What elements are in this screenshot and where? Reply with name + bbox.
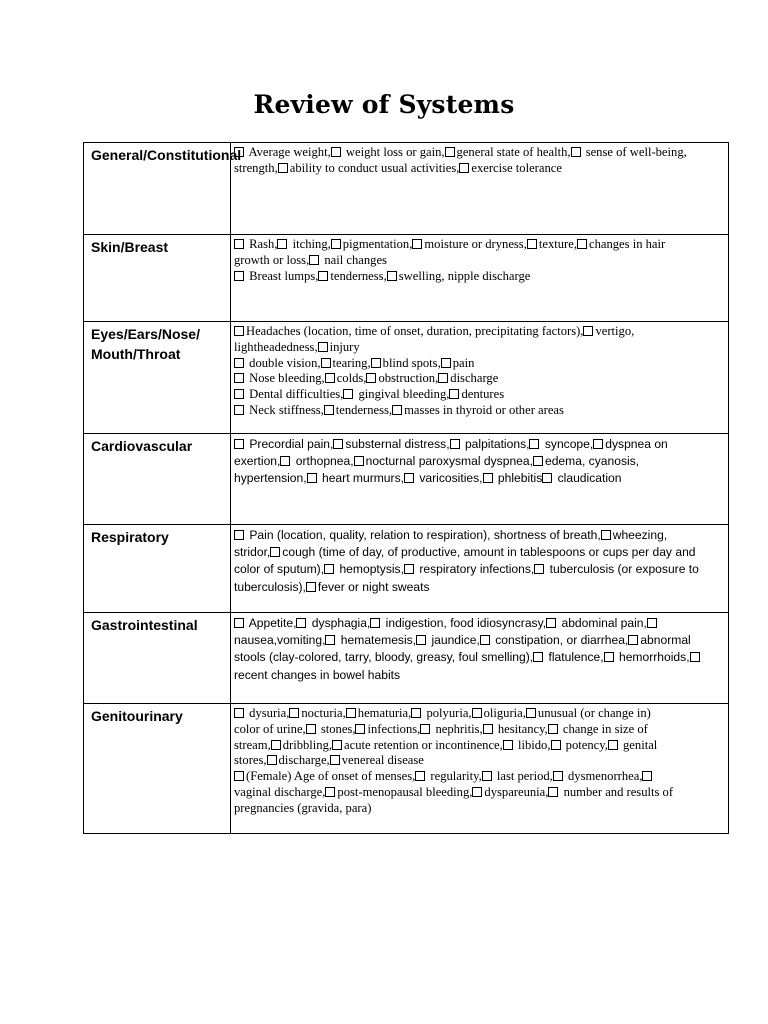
checkbox[interactable]: [404, 473, 414, 483]
checkbox[interactable]: [529, 439, 539, 449]
item-text: tuberculosis (or exposure to: [546, 562, 699, 577]
item-text: Average weight,: [246, 145, 331, 159]
checkbox[interactable]: [503, 740, 513, 750]
checkbox[interactable]: [533, 456, 543, 466]
item-text: stools (clay-colored, tarry, bloody, greasy, foul smelling),: [234, 650, 534, 665]
item-line: [234, 753, 725, 769]
item-line: [234, 649, 725, 666]
item-text: syncope,: [541, 437, 594, 451]
section-items: [231, 613, 729, 704]
item-text: recent changes in bowel habits: [234, 667, 401, 682]
checkbox[interactable]: [370, 618, 380, 628]
item-text: post-menopausal bleeding,: [337, 784, 473, 799]
checkbox[interactable]: [527, 239, 537, 249]
item-text: Nose bleeding,: [246, 371, 325, 386]
checkbox[interactable]: [234, 373, 244, 383]
item-text: hemorrhoids,: [615, 650, 690, 665]
item-text: growth or loss,: [234, 252, 310, 267]
item-line: [234, 237, 725, 253]
item-line: [234, 632, 725, 649]
item-text: claudication: [554, 471, 622, 486]
item-text: discharge,: [278, 753, 330, 768]
checkbox[interactable]: [472, 787, 482, 797]
section-label: Genitourinary: [84, 704, 231, 834]
checkbox[interactable]: [482, 771, 492, 781]
item-line: [234, 403, 725, 419]
checkbox[interactable]: [450, 439, 460, 449]
checkbox[interactable]: [416, 635, 426, 645]
checkbox[interactable]: [280, 456, 290, 466]
item-text: venereal disease: [341, 753, 424, 768]
item-text: strength,: [234, 160, 278, 175]
checkbox[interactable]: [438, 373, 448, 383]
checkbox[interactable]: [483, 724, 493, 734]
item-line: [234, 387, 725, 403]
item-line: [234, 340, 725, 356]
item-text: Appetite,: [246, 616, 297, 630]
item-text: heart murmurs,: [318, 471, 404, 486]
checkbox[interactable]: [472, 708, 482, 718]
checkbox[interactable]: [583, 326, 593, 336]
item-text: potency,: [562, 737, 608, 752]
checkbox[interactable]: [234, 530, 244, 540]
checkbox[interactable]: [445, 147, 455, 157]
checkbox[interactable]: [548, 724, 558, 734]
checkbox[interactable]: [270, 547, 280, 557]
checkbox[interactable]: [234, 708, 244, 718]
checkbox[interactable]: [392, 405, 402, 415]
checkbox[interactable]: [415, 771, 425, 781]
item-text: wheezing,: [612, 528, 668, 542]
checkbox[interactable]: [277, 239, 287, 249]
checkbox[interactable]: [234, 239, 244, 249]
item-text: double vision,: [246, 355, 321, 370]
item-text: pregnancies (gravida, para): [234, 800, 372, 815]
item-line: [234, 161, 725, 177]
item-text: lightheadedness,: [234, 339, 318, 354]
checkbox[interactable]: [306, 582, 316, 592]
section-label: Skin/Breast: [84, 235, 231, 322]
checkbox[interactable]: [642, 771, 652, 781]
checkbox[interactable]: [412, 239, 422, 249]
section-items: [231, 143, 729, 235]
section-items: [231, 235, 729, 322]
item-text: dentures: [461, 387, 505, 402]
item-text: jaundice,: [428, 633, 480, 648]
item-text: general state of health,: [456, 145, 571, 159]
item-line: [234, 769, 725, 785]
checkbox[interactable]: [628, 635, 638, 645]
item-text: gingival bleeding,: [355, 387, 450, 402]
item-text: blind spots,: [382, 355, 441, 370]
checkbox[interactable]: [343, 389, 353, 399]
checkbox[interactable]: [234, 618, 244, 628]
item-text: changes in hair: [588, 237, 666, 251]
item-text: swelling, nipple discharge: [398, 268, 531, 283]
item-line: [234, 470, 725, 487]
section-label: Respiratory: [84, 525, 231, 613]
section-items: [231, 525, 729, 613]
item-line: [234, 544, 725, 561]
checkbox[interactable]: [318, 271, 328, 281]
item-text: orthopnea,: [292, 454, 354, 469]
item-line: [234, 738, 725, 754]
item-text: libido,: [514, 737, 551, 752]
ros-row: [84, 143, 729, 235]
checkbox[interactable]: [604, 652, 614, 662]
checkbox[interactable]: [234, 771, 244, 781]
item-text: nausea,vomiting,: [234, 633, 326, 648]
item-line: [234, 371, 725, 387]
item-text: abnormal: [640, 633, 691, 648]
item-text: stores,: [234, 753, 267, 768]
item-text: vaginal discharge,: [234, 784, 326, 799]
checkbox[interactable]: [459, 163, 469, 173]
checkbox[interactable]: [267, 755, 277, 765]
item-line: [234, 269, 725, 285]
checkbox[interactable]: [234, 271, 244, 281]
item-text: nocturnal paroxysmal dyspnea,: [365, 454, 533, 469]
checkbox[interactable]: [601, 530, 611, 540]
item-text: dysmenorrhea,: [564, 769, 643, 784]
checkbox[interactable]: [449, 389, 459, 399]
checkbox[interactable]: [411, 708, 421, 718]
item-text: infections,: [367, 721, 421, 736]
checkbox[interactable]: [234, 358, 244, 368]
section-label: Eyes/Ears/Nose/ Mouth/Throat: [84, 322, 231, 434]
item-line: [234, 667, 725, 684]
item-text: number and results of: [560, 784, 674, 799]
item-text: varicosities,: [415, 471, 483, 486]
item-line: [234, 615, 725, 632]
checkbox[interactable]: [647, 618, 657, 628]
checkbox[interactable]: [278, 163, 288, 173]
item-line: [234, 706, 725, 722]
item-line: [234, 324, 725, 340]
item-line: [234, 436, 725, 453]
item-text: hypertension,: [234, 471, 307, 486]
checkbox[interactable]: [577, 239, 587, 249]
item-text: discharge: [450, 371, 499, 386]
item-text: pain: [452, 355, 475, 370]
section-label: General/Constitutional: [84, 143, 231, 235]
item-text: Dental difficulties,: [246, 387, 344, 402]
item-text: tenderness,: [335, 402, 393, 417]
item-text: sense of well-being,: [582, 145, 687, 159]
checkbox[interactable]: [441, 358, 451, 368]
checkbox[interactable]: [387, 271, 397, 281]
item-text: moisture or dryness,: [424, 237, 527, 251]
item-text: dysuria,: [246, 706, 290, 720]
checkbox[interactable]: [306, 724, 316, 734]
item-text: hemoptysis,: [336, 562, 404, 577]
checkbox[interactable]: [608, 740, 618, 750]
item-line: [234, 722, 725, 738]
item-text: (Female) Age of onset of menses,: [246, 769, 416, 784]
item-text: exertion,: [234, 454, 281, 469]
item-text: injury: [329, 339, 360, 354]
item-line: [234, 453, 725, 470]
item-text: indigestion, food idiosyncrasy,: [382, 616, 547, 630]
checkbox[interactable]: [548, 787, 558, 797]
item-text: hesitancy,: [494, 721, 548, 736]
item-text: nail changes: [321, 252, 387, 267]
checkbox[interactable]: [483, 473, 493, 483]
item-text: texture,: [538, 237, 577, 251]
item-text: respiratory infections,: [415, 562, 535, 577]
checkbox[interactable]: [546, 618, 556, 628]
ros-row: [84, 235, 729, 322]
checkbox[interactable]: [324, 564, 334, 574]
item-text: change in size of: [559, 721, 648, 736]
item-text: dribbling,: [282, 737, 333, 752]
checkbox[interactable]: [271, 740, 281, 750]
item-text: masses in thyroid or other areas: [404, 402, 564, 417]
checkbox[interactable]: [355, 724, 365, 734]
section-items: [231, 704, 729, 834]
item-text: phlebitis: [494, 471, 543, 486]
item-text: cough (time of day, of productive, amount in tablespoons or cups per day and: [282, 545, 696, 560]
checkbox[interactable]: [331, 239, 341, 249]
item-text: stridor,: [234, 545, 271, 560]
item-line: [234, 253, 725, 269]
checkbox[interactable]: [309, 255, 319, 265]
item-line: [234, 527, 725, 544]
checkbox[interactable]: [331, 147, 341, 157]
checkbox[interactable]: [325, 373, 335, 383]
item-line: [234, 785, 725, 801]
review-of-systems-table: [83, 142, 729, 834]
item-text: substernal distress,: [345, 437, 450, 451]
item-line: [234, 801, 725, 817]
item-text: Rash,: [246, 237, 278, 251]
item-text: oliguria,: [483, 706, 526, 720]
checkbox[interactable]: [318, 342, 328, 352]
checkbox[interactable]: [526, 708, 536, 718]
checkbox[interactable]: [333, 439, 343, 449]
checkbox[interactable]: [534, 564, 544, 574]
item-text: exercise tolerance: [471, 160, 562, 175]
item-text: Headaches (location, time of onset, duration, precipitating factors),: [246, 324, 584, 338]
item-text: acute retention or incontinence,: [344, 737, 503, 752]
checkbox[interactable]: [332, 740, 342, 750]
item-text: obstruction,: [378, 371, 439, 386]
checkbox[interactable]: [324, 405, 334, 415]
checkbox[interactable]: [346, 708, 356, 718]
item-line: [234, 579, 725, 596]
item-text: flatulence,: [545, 650, 604, 665]
item-text: weight loss or gain,: [342, 145, 445, 159]
checkbox[interactable]: [234, 439, 244, 449]
item-text: Neck stiffness,: [246, 402, 324, 417]
item-text: Precordial pain,: [246, 437, 334, 451]
item-text: stones,: [317, 721, 356, 736]
ros-row: [84, 434, 729, 525]
item-text: pigmentation,: [342, 237, 413, 251]
checkbox[interactable]: [404, 564, 414, 574]
item-text: fever or night sweats: [317, 579, 430, 594]
item-text: hematuria,: [357, 706, 412, 720]
ros-row: [84, 322, 729, 434]
checkbox[interactable]: [325, 635, 335, 645]
item-line: [234, 561, 725, 578]
item-text: dysphagia,: [308, 616, 371, 630]
item-text: tenderness,: [330, 268, 387, 283]
item-text: edema, cyanosis,: [544, 454, 640, 469]
item-line: [234, 145, 725, 161]
page-title: Review of Systems: [253, 90, 515, 119]
item-text: regularity,: [427, 769, 482, 784]
checkbox[interactable]: [307, 473, 317, 483]
item-text: color of urine,: [234, 721, 306, 736]
checkbox[interactable]: [234, 326, 244, 336]
item-text: abdominal pain,: [558, 616, 647, 630]
item-text: constipation, or diarrhea,: [491, 633, 629, 648]
section-label: Cardiovascular: [84, 434, 231, 525]
checkbox[interactable]: [321, 358, 331, 368]
item-text: color of sputum),: [234, 562, 325, 577]
checkbox[interactable]: [371, 358, 381, 368]
ros-row: [84, 525, 729, 613]
checkbox[interactable]: [325, 787, 335, 797]
checkbox[interactable]: [593, 439, 603, 449]
checkbox[interactable]: [366, 373, 376, 383]
item-text: dyspnea on: [605, 437, 668, 451]
item-text: ability to conduct usual activities,: [289, 160, 460, 175]
checkbox[interactable]: [330, 755, 340, 765]
item-text: genital: [619, 737, 658, 752]
item-text: Pain (location, quality, relation to respiration), shortness of breath,: [246, 528, 601, 542]
checkbox[interactable]: [542, 473, 552, 483]
ros-row: [84, 613, 729, 704]
checkbox[interactable]: [553, 771, 563, 781]
checkbox[interactable]: [533, 652, 543, 662]
item-text: palpitations,: [461, 437, 530, 451]
item-text: dyspareunia,: [484, 784, 549, 799]
item-text: stream,: [234, 737, 271, 752]
checkbox[interactable]: [234, 147, 244, 157]
item-text: nocturia,: [301, 706, 346, 720]
item-text: Breast lumps,: [246, 268, 319, 283]
item-line: [234, 356, 725, 372]
checkbox[interactable]: [234, 405, 244, 415]
item-text: itching,: [289, 237, 331, 251]
checkbox[interactable]: [289, 708, 299, 718]
checkbox[interactable]: [690, 652, 700, 662]
checkbox[interactable]: [551, 740, 561, 750]
item-text: unusual (or change in): [537, 706, 651, 720]
section-items: [231, 322, 729, 434]
item-text: nephritis,: [432, 721, 483, 736]
ros-row: [84, 704, 729, 834]
checkbox[interactable]: [420, 724, 430, 734]
checkbox[interactable]: [234, 389, 244, 399]
checkbox[interactable]: [480, 635, 490, 645]
item-text: last period,: [493, 769, 553, 784]
item-text: tearing,: [332, 355, 371, 370]
checkbox[interactable]: [354, 456, 364, 466]
item-text: colds,: [336, 371, 367, 386]
item-text: tuberculosis),: [234, 579, 306, 594]
checkbox[interactable]: [571, 147, 581, 157]
section-items: [231, 434, 729, 525]
section-label: Gastrointestinal: [84, 613, 231, 704]
item-text: polyuria,: [423, 706, 472, 720]
item-text: vertigo,: [595, 324, 635, 338]
item-text: hematemesis,: [337, 633, 417, 648]
checkbox[interactable]: [296, 618, 306, 628]
